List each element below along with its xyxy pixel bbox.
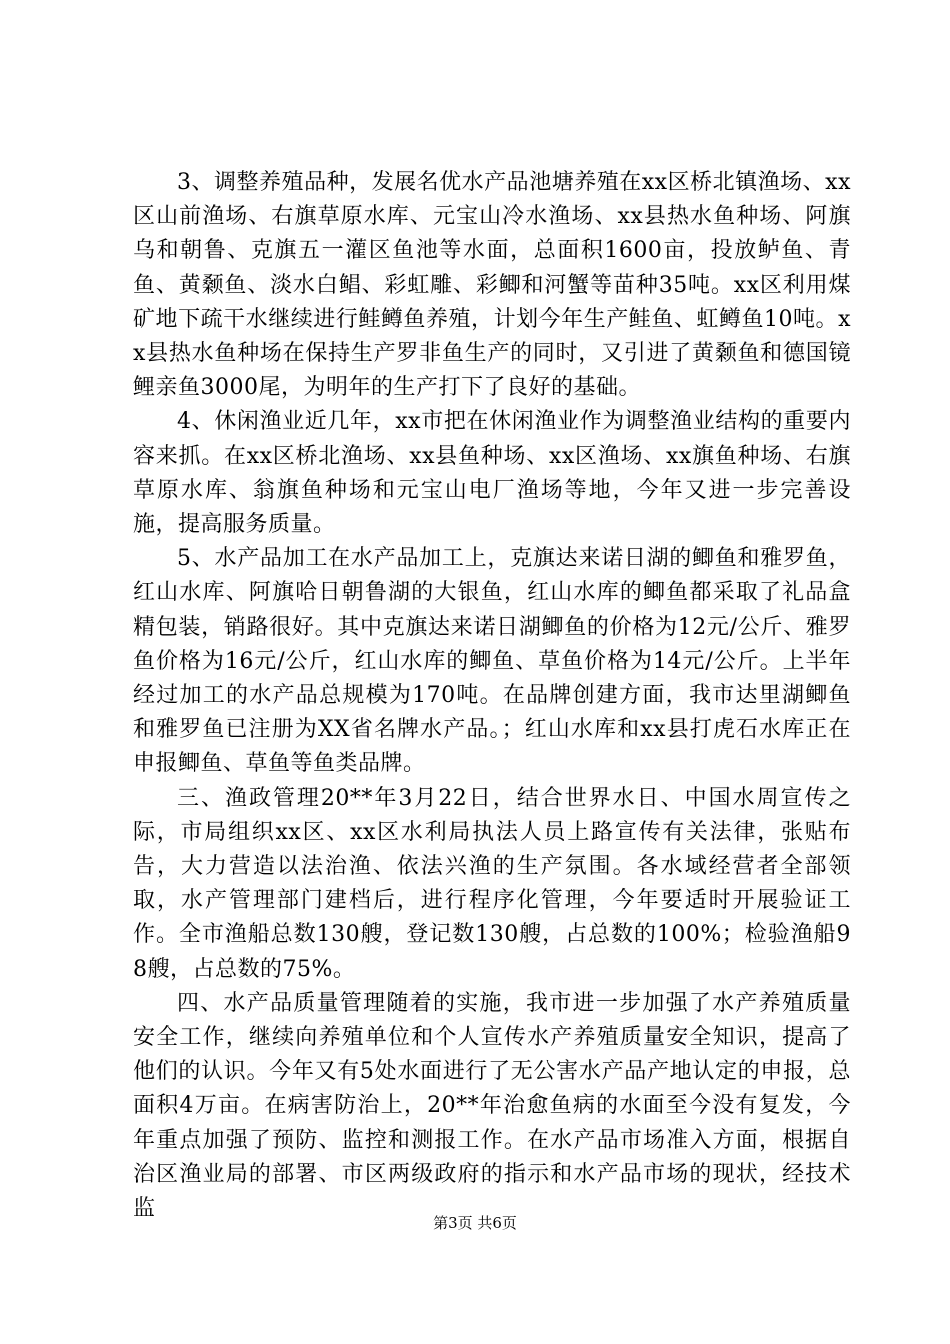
document-body — [133, 166, 851, 1226]
paragraph-fishery-administration: 三、渔政管理20**年3月22日，结合世界水日、中国水周宣传之际，市局组织xx区、xx区水利局执法人员上路宣传有关法律，张贴布告，大力营造以法治渔、依法兴渔的生产氛围。各水域经营者全部领取，水产管理部门建档后，进行程序化管理，今年要适时开展验证工作。全市渔船总数130艘，登记数130艘，占总数的100%；检验渔船98艘，占总数的75%。 — [133, 785, 851, 982]
paragraph-leisure-fishery: 4、休闲渔业近几年，xx市把在休闲渔业作为调整渔业结构的重要内容来抓。在xx区桥北渔场、xx县鱼种场、xx区渔场、xx旗鱼种场、右旗草原水库、翁旗鱼种场和元宝山电厂渔场等地，今年又进一步完善设施，提高服务质量。 — [133, 409, 851, 538]
paragraph-aquaculture-species: 3、调整养殖品种，发展名优水产品池塘养殖在xx区桥北镇渔场、xx区山前渔场、右旗草原水库、元宝山冷水渔场、xx县热水鱼种场、阿旗乌和朝鲁、克旗五一灌区鱼池等水面，总面积1600亩，投放鲈鱼、青鱼、黄颡鱼、淡水白鲳、彩虹雕、彩鲫和河蟹等苗种35吨。xx区利用煤矿地下疏干水继续进行鲑鳟鱼养殖，计划今年生产鲑鱼、虹鳟鱼10吨。xx县热水鱼种场在保持生产罗非鱼生产的同时，又引进了黄颡鱼和德国镜鲤亲鱼3000尾，为明年的生产打下了良好的基础。 — [133, 170, 851, 401]
paragraph-quality-management: 四、水产品质量管理随着的实施，我市进一步加强了水产养殖质量安全工作，继续向养殖单位和个人宣传水产养殖质量安全知识，提高了他们的认识。今年又有5处水面进行了无公害水产品产地认定的申报，总面积4万亩。在病害防治上，20**年治愈鱼病的水面至今没有复发，今年重点加强了预防、监控和测报工作。在水产品市场准入方面，根据自治区渔业局的部署、市区两级政府的指示和水产品市场的现状，经技术监 — [133, 990, 851, 1222]
paragraph-product-processing: 5、水产品加工在水产品加工上，克旗达来诺日湖的鲫鱼和雅罗鱼，红山水库、阿旗哈日朝鲁湖的大银鱼，红山水库的鲫鱼都采取了礼品盒精包装，销路很好。其中克旗达来诺日湖鲫鱼的价格为12元/公斤、雅罗鱼价格为16元/公斤，红山水库的鲫鱼、草鱼价格为14元/公斤。上半年经过加工的水产品总规模为170吨。在品牌创建方面，我市达里湖鲫鱼和雅罗鱼已注册为XX省名牌水产品。；红山水库和xx县打虎石水库正在申报鲫鱼、草鱼等鱼类品牌。 — [133, 546, 851, 777]
page-number-footer: 第3页 共6页 — [433, 1214, 517, 1232]
